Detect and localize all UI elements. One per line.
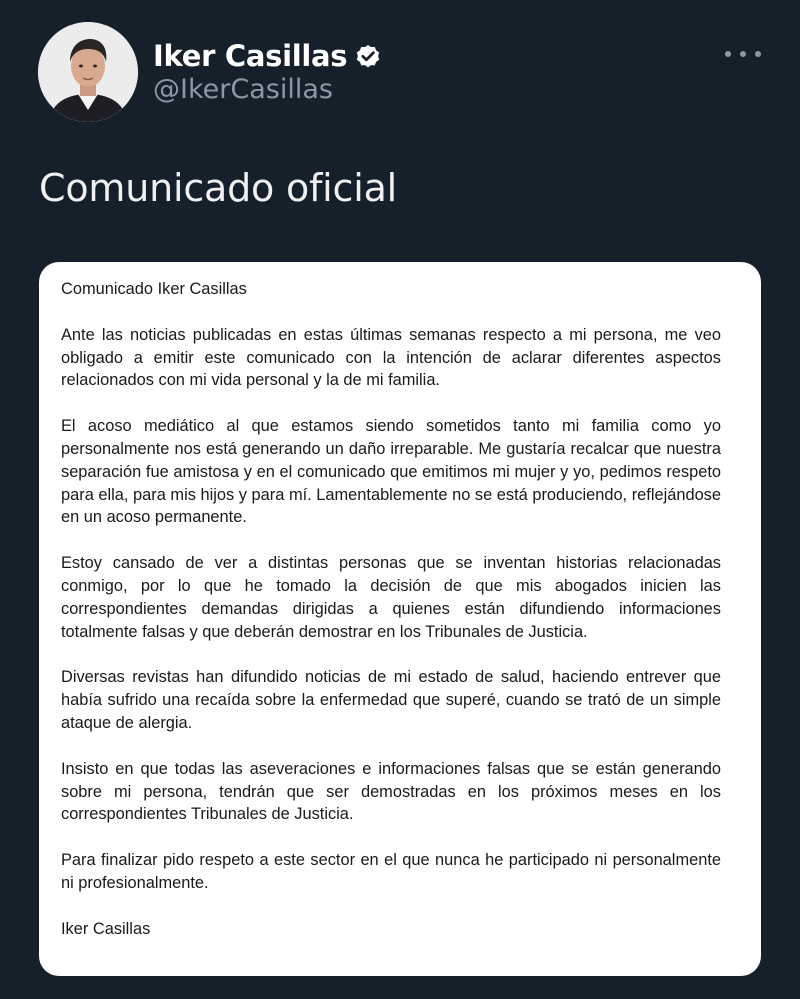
more-dot [740, 51, 746, 57]
profile-photo-icon [38, 22, 138, 122]
statement-signature: Iker Casillas [61, 919, 151, 938]
statement-paragraph: Diversas revistas han difundido noticias de mi estado de salud, haciendo entrever que había sufrido una recaída sobre la enfermedad que superé, cuando se trató de un simple ataque de alergia. [61, 668, 721, 732]
statement-image[interactable] [39, 262, 761, 976]
more-options-icon[interactable] [725, 42, 761, 66]
statement-paragraph: Insisto en que todas las aseveraciones e informaciones falsas que se están generando sobre mi persona, tendrán que ser demostradas en los próximos meses en los correspondientes Tribunales de Justicia. [61, 759, 721, 824]
user-handle[interactable]: @IkerCasillas [153, 74, 333, 105]
statement-paragraph: Estoy cansado de ver a distintas personas que se inventan historias relacionadas conmigo, por lo que he tomado la decisión de que mis abogados inicien las correspondientes demandas dirigidas a quienes están difundiendo informaciones totalmente falsas y que deberán demostrar en los Tribunales de Justicia. [61, 554, 721, 641]
statement-title: Comunicado Iker Casillas [61, 280, 247, 298]
verified-badge-icon [354, 42, 382, 70]
display-name-row[interactable] [153, 38, 382, 74]
display-name[interactable]: Iker Casillas [153, 39, 348, 73]
statement-paragraph: Para finalizar pido respeto a este sector en el que nunca he participado ni personalmente ni profesionalmente. [61, 851, 721, 892]
more-dot [725, 51, 731, 57]
more-dot [755, 51, 761, 57]
statement-paragraph: El acoso mediático al que estamos siendo sometidos tanto mi familia como yo personalmente nos está generando un daño irreparable. Me gustaría recalcar que nuestra separación fue amistosa y en el comunicado que emitimos mi mujer y yo, pedimos respeto para ella, para mis hijos y para mí. Lamentablemente no se está produciendo, reflejándose en un acoso permanente. [61, 417, 721, 527]
tweet-text: Comunicado oficial [39, 166, 398, 210]
statement-paragraph: Ante las noticias publicadas en estas últimas semanas respecto a mi persona, me veo obligado a emitir este comunicado con la intención de aclarar diferentes aspectos relacionados con mi vida personal y la de mi familia. [61, 325, 721, 390]
avatar[interactable] [38, 22, 138, 122]
tweet-header [0, 0, 800, 150]
